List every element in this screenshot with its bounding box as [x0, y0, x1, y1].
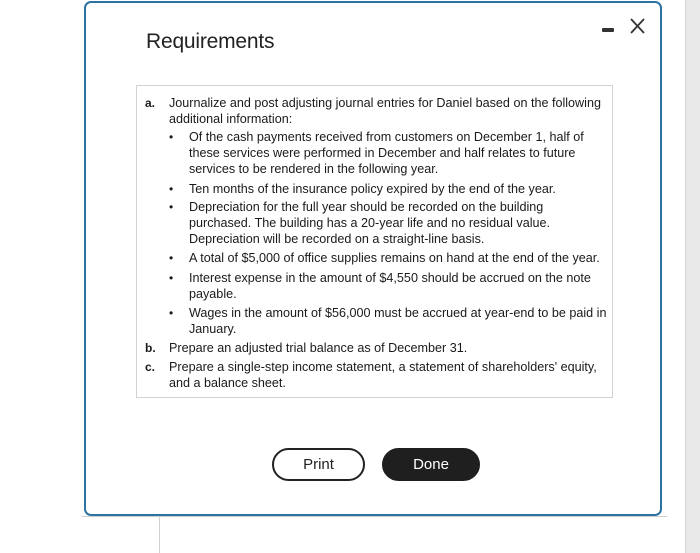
minimize-icon — [602, 28, 614, 32]
requirement-text: Prepare an adjusted trial balance as of December 31. — [169, 341, 468, 355]
requirement-b — [145, 340, 605, 356]
bullet-icon: • — [169, 200, 174, 214]
requirement-text: Journalize and post adjusting journal entries for Daniel based on the following additional information: — [169, 96, 601, 126]
bullet-icon: • — [169, 130, 174, 144]
background-scrollbar-area — [686, 0, 700, 553]
dialog-title: Requirements — [146, 30, 275, 53]
background-divider — [82, 516, 667, 517]
requirement-mark: a. — [145, 96, 156, 110]
requirement-mark: b. — [145, 341, 156, 355]
requirement-mark: c. — [145, 360, 156, 374]
background-divider — [685, 0, 686, 553]
requirements-panel — [136, 85, 613, 398]
bullet-icon: • — [169, 271, 174, 285]
close-button[interactable] — [628, 15, 648, 37]
background-divider — [159, 515, 160, 553]
print-button[interactable]: Print — [272, 448, 365, 481]
bullet-icon: • — [169, 182, 174, 196]
requirement-a — [145, 95, 605, 127]
list-item-text: Ten months of the insurance policy expired by the end of the year. — [189, 182, 556, 196]
list-item-text: Interest expense in the amount of $4,550 should be accrued on the note payable. — [189, 271, 591, 301]
requirements-dialog — [84, 1, 662, 516]
bullet-icon: • — [169, 251, 174, 265]
list-item-text: A total of $5,000 of office supplies remains on hand at the end of the year. — [189, 251, 600, 265]
requirement-c — [145, 359, 605, 391]
list-item-text: Of the cash payments received from customers on December 1, half of these services were performed in December and half relates to future services to be rendered in the following year. — [189, 130, 584, 176]
minimize-button[interactable] — [600, 16, 618, 38]
list-item-text: Depreciation for the full year should be recorded on the building purchased. The building has a 20-year life and no residual value. Depreciation will be recorded on a straight-line basis. — [189, 200, 551, 246]
close-icon — [628, 15, 648, 37]
requirement-text: Prepare a single-step income statement, a statement of shareholders' equity, and a balance sheet. — [169, 360, 597, 390]
list-item-text: Wages in the amount of $56,000 must be accrued at year-end to be paid in January. — [189, 306, 607, 336]
bullet-icon: • — [169, 306, 174, 320]
done-button[interactable]: Done — [382, 448, 480, 481]
